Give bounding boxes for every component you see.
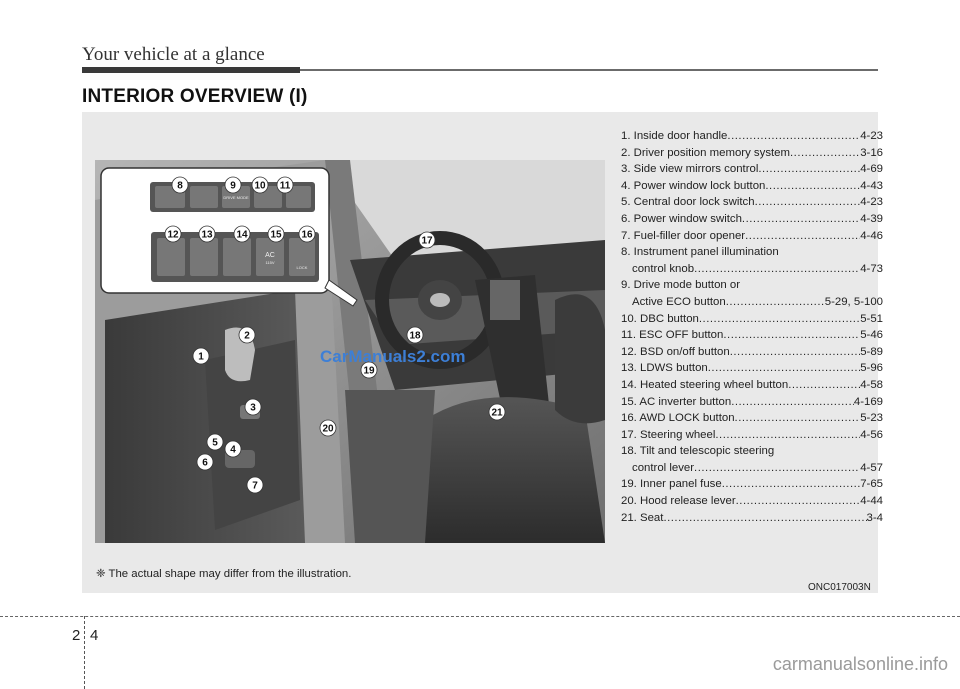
legend-label: 2. Driver position memory system [621, 146, 791, 159]
legend-label: control lever [632, 461, 695, 474]
leader-dots [726, 294, 825, 311]
legend-item [621, 244, 883, 277]
legend-item [621, 377, 883, 394]
legend-label: 9. Drive mode button or [621, 279, 741, 292]
legend-item [621, 194, 883, 211]
leader-dots [730, 344, 860, 361]
legend-page-ref: 4-23 [860, 130, 883, 142]
leader-dots [736, 493, 861, 510]
legend-label: 7. Fuel-filler door opener [621, 229, 746, 242]
callout-number: 7 [252, 480, 258, 492]
page-number: 4 [90, 627, 99, 644]
footer-divider [84, 616, 86, 689]
leader-dots [694, 460, 860, 477]
callout-number: 5 [212, 437, 218, 449]
leader-dots [715, 427, 860, 444]
footer-watermark: carmanualsonline.info [772, 654, 948, 674]
legend-label: 5. Central door lock switch [621, 196, 755, 209]
leader-dots [727, 128, 860, 145]
chapter-number: 2 [72, 627, 81, 644]
legend-page-ref: 3-4 [866, 511, 883, 524]
legend-page-ref: 4-44 [860, 495, 883, 508]
leader-dots [723, 327, 860, 344]
legend-label: Active ECO button [632, 295, 726, 308]
legend-label: 11. ESC OFF button [621, 329, 724, 342]
header-rule-light [300, 69, 878, 71]
leader-dots [722, 476, 860, 493]
footer-rule [0, 616, 960, 617]
legend-label: 6. Power window switch [621, 212, 742, 225]
image-code: ONC017003N [808, 582, 871, 593]
callout-number: 17 [421, 235, 433, 247]
legend-label: 20. Hood release lever [621, 495, 736, 508]
leader-dots [758, 161, 860, 178]
callout-number: 13 [201, 229, 213, 241]
legend-item [621, 443, 883, 476]
callout-number: 16 [301, 229, 313, 241]
drive-mode-switch-label: DRIVE MODE [223, 195, 249, 200]
leader-dots [790, 145, 860, 162]
legend-page-ref: 4-169 [853, 395, 883, 408]
callout-number: 14 [236, 229, 248, 241]
callout-number: 8 [177, 180, 183, 192]
callout-number: 21 [491, 407, 503, 419]
header-rule-dark [82, 67, 300, 73]
callout-number: 4 [230, 444, 236, 456]
legend-page-ref: 5-89 [860, 345, 883, 358]
leader-dots [663, 510, 866, 527]
legend-label: 13. LDWS button [621, 362, 708, 375]
ac-switch-sublabel: 115V [265, 260, 275, 265]
legend-label: 10. DBC button [621, 312, 699, 325]
callout-number: 20 [322, 423, 334, 435]
legend-item [621, 161, 883, 178]
awd-lock-switch-label: LOCK [296, 265, 308, 270]
legend-label: 19. Inner panel fuse [621, 478, 722, 491]
callout-number: 9 [230, 180, 236, 192]
legend-page-ref: 4-23 [860, 196, 883, 209]
legend-item [621, 410, 883, 427]
legend-item [621, 311, 883, 328]
legend-page-ref: 5-46 [860, 329, 883, 342]
legend-label: 3. Side view mirrors control [621, 163, 759, 176]
leader-dots [742, 211, 860, 228]
legend-label: 1. Inside door handle [621, 130, 728, 142]
callout-number: 6 [202, 457, 208, 469]
legend-item [621, 427, 883, 444]
callout-number: 15 [270, 229, 282, 241]
legend-page-ref: 5-96 [860, 362, 883, 375]
leader-dots [699, 311, 860, 328]
legend-item [621, 277, 883, 310]
interior-drawing [95, 160, 605, 543]
legend-item [621, 476, 883, 493]
watermark-text: CarManuals2.com [320, 347, 466, 366]
legend-page-ref: 4-56 [860, 428, 883, 441]
legend-page-ref: 3-16 [860, 146, 883, 159]
callout-number: 3 [250, 402, 256, 414]
legend-page-ref: 4-57 [860, 461, 883, 474]
callout-number: 12 [167, 229, 179, 241]
legend-page-ref: 5-51 [860, 312, 883, 325]
legend-page-ref: 4-43 [860, 179, 883, 192]
legend-label: 12. BSD on/off button [621, 345, 730, 358]
legend-page-ref: 5-23 [860, 412, 883, 425]
legend-label: 17. Steering wheel [621, 428, 716, 441]
legend-label: control knob [632, 262, 695, 275]
callout-number: 10 [254, 180, 266, 192]
callout-number: 11 [279, 180, 291, 192]
leader-dots [708, 360, 860, 377]
ac-switch-label: AC [265, 252, 275, 259]
legend-label: 21. Seat [621, 511, 664, 524]
legend-page-ref: 4-58 [860, 378, 883, 391]
legend-label: 14. Heated steering wheel button [621, 378, 789, 391]
legend-label: 16. AWD LOCK button [621, 412, 735, 425]
callout-number: 19 [363, 365, 375, 377]
leader-dots [755, 194, 861, 211]
leader-dots [745, 228, 860, 245]
legend-item [621, 394, 883, 411]
legend-item [621, 228, 883, 245]
legend-item [621, 510, 883, 527]
legend-page-ref: 7-65 [860, 478, 883, 491]
leader-dots [735, 410, 861, 427]
section-title: INTERIOR OVERVIEW (I) [82, 86, 308, 107]
legend-list [621, 128, 883, 526]
legend-page-ref: 5-29, 5-100 [824, 295, 883, 308]
callout-number: 1 [198, 351, 204, 363]
legend-label: 15. AC inverter button [621, 395, 732, 408]
legend-item [621, 145, 883, 162]
leader-dots [731, 394, 854, 411]
legend-item [621, 344, 883, 361]
legend-page-ref: 4-46 [860, 229, 883, 242]
callout-number: 2 [244, 330, 250, 342]
chapter-header-title: Your vehicle at a glance [82, 44, 265, 65]
leader-dots [765, 178, 860, 195]
leader-dots [694, 261, 860, 278]
legend-item [621, 178, 883, 195]
interior-illustration [95, 160, 605, 543]
legend-page-ref: 4-69 [860, 163, 883, 176]
legend-item [621, 327, 883, 344]
legend-label: 4. Power window lock button [621, 179, 766, 192]
legend-item [621, 493, 883, 510]
legend-item [621, 128, 883, 145]
legend-page-ref: 4-73 [860, 262, 883, 275]
callout-number: 18 [409, 330, 421, 342]
legend-item [621, 360, 883, 377]
illustration-note: ❈ The actual shape may differ from the illustration. [96, 568, 352, 580]
legend-item [621, 211, 883, 228]
legend-label: 8. Instrument panel illumination [621, 246, 779, 259]
legend-page-ref: 4-39 [860, 212, 883, 225]
leader-dots [788, 377, 860, 394]
legend-label: 18. Tilt and telescopic steering [621, 445, 775, 458]
